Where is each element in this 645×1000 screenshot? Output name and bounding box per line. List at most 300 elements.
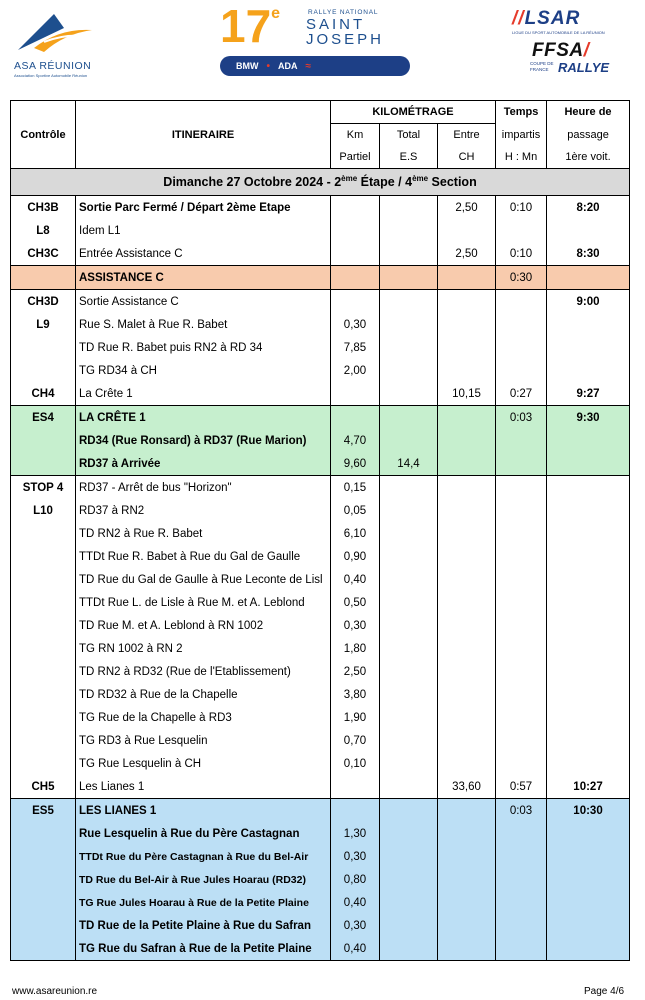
table-row [11,545,630,568]
cell-km [331,219,380,242]
cell-entre [438,452,496,476]
cell-itin: TD Rue M. et A. Leblond à RN 1002 [76,614,331,637]
cell-entre [438,822,496,845]
cell-km: 0,40 [331,937,380,961]
cell-heure [547,266,630,290]
col-header-kilometrage: KILOMÉTRAGE [331,101,496,124]
cell-km: 7,85 [331,336,380,359]
cell-ctrl [11,706,76,729]
cell-km: 6,10 [331,522,380,545]
cell-total [380,845,438,868]
cell-itin: LES LIANES 1 [76,799,331,823]
cell-ctrl: L10 [11,499,76,522]
itinerary-table [10,100,630,961]
cell-heure [547,845,630,868]
cell-ctrl [11,429,76,452]
cell-entre [438,637,496,660]
cell-ctrl [11,868,76,891]
page-header [0,0,645,90]
cell-itin: TG Rue Lesquelin à CH [76,752,331,775]
cell-itin: TD RN2 à RD32 (Rue de l'Etablissement) [76,660,331,683]
cell-temps: 0:57 [496,775,547,799]
cell-heure: 9:27 [547,382,630,406]
col-header-entre-2: CH [438,146,496,169]
cell-ctrl: ES4 [11,406,76,430]
cell-ctrl [11,822,76,845]
cell-ctrl: CH3C [11,242,76,266]
cell-km: 0,80 [331,868,380,891]
col-header-total-1: Total [380,124,438,147]
cell-temps [496,937,547,961]
cell-heure [547,683,630,706]
cell-itin: TG Rue de la Chapelle à RD3 [76,706,331,729]
cell-entre [438,845,496,868]
cell-temps [496,476,547,500]
cell-temps [496,452,547,476]
cell-heure [547,336,630,359]
ffsa-wordmark: FFSA/ [532,40,590,61]
table-row [11,359,630,382]
col-header-total-2: E.S [380,146,438,169]
cell-km [331,799,380,823]
table-row [11,429,630,452]
cell-heure [547,568,630,591]
cell-km: 0,30 [331,845,380,868]
cell-total [380,313,438,336]
cell-total [380,290,438,314]
table-row [11,591,630,614]
asa-name: ASA RÉUNION [14,60,92,72]
cell-temps [496,591,547,614]
cell-itin: TD Rue du Gal de Gaulle à Rue Leconte de Lisl [76,568,331,591]
cell-heure [547,914,630,937]
cell-total [380,937,438,961]
cell-entre [438,591,496,614]
cell-itin: ASSISTANCE C [76,266,331,290]
cell-heure [547,522,630,545]
cell-ctrl: CH3B [11,196,76,220]
cell-temps: 0:10 [496,242,547,266]
table-row [11,242,630,266]
cell-heure [547,429,630,452]
cell-temps: 0:30 [496,266,547,290]
cell-ctrl [11,545,76,568]
cell-entre: 10,15 [438,382,496,406]
lsar-logo [512,8,622,38]
cell-ctrl [11,591,76,614]
cell-total [380,522,438,545]
table-row [11,406,630,430]
table-row [11,637,630,660]
table-row [11,845,630,868]
cell-itin: Les Lianes 1 [76,775,331,799]
table-row [11,868,630,891]
cell-heure [547,637,630,660]
cell-ctrl: CH5 [11,775,76,799]
cell-temps [496,868,547,891]
cell-heure [547,591,630,614]
cell-ctrl [11,937,76,961]
cell-entre [438,914,496,937]
cell-itin: TG RD3 à Rue Lesquelin [76,729,331,752]
cell-temps [496,614,547,637]
cell-km [331,242,380,266]
cell-total [380,591,438,614]
cell-total [380,266,438,290]
cell-itin: LA CRÊTE 1 [76,406,331,430]
cell-temps [496,568,547,591]
cell-itin: Sortie Assistance C [76,290,331,314]
cell-heure [547,660,630,683]
cell-entre [438,313,496,336]
asa-subtitle: Association Sportive Automobile Réunion [14,73,88,78]
cell-entre [438,937,496,961]
asa-reunion-logo [12,8,112,78]
cell-entre [438,683,496,706]
cell-temps [496,914,547,937]
cell-ctrl: ES5 [11,799,76,823]
rally-title-1: SAINT [306,16,366,33]
cell-ctrl [11,614,76,637]
cell-heure [547,614,630,637]
cell-ctrl [11,522,76,545]
cell-total [380,219,438,242]
cell-ctrl [11,568,76,591]
cell-entre [438,476,496,500]
cell-total [380,891,438,914]
table-row [11,196,630,220]
cell-heure [547,452,630,476]
cell-heure [547,822,630,845]
cell-km: 0,15 [331,476,380,500]
cell-temps [496,359,547,382]
cell-temps [496,660,547,683]
cell-ctrl [11,637,76,660]
table-row [11,568,630,591]
cell-km: 2,50 [331,660,380,683]
table-row [11,706,630,729]
cell-km: 0,30 [331,614,380,637]
cell-ctrl: L9 [11,313,76,336]
cell-temps [496,219,547,242]
cell-entre: 2,50 [438,242,496,266]
cell-heure [547,868,630,891]
ada-sponsor: ADA [278,61,298,71]
cell-entre [438,406,496,430]
cell-ctrl [11,891,76,914]
cell-itin: TD Rue du Bel-Air à Rue Jules Hoarau (RD32) [76,868,331,891]
cell-itin: RD37 à Arrivée [76,452,331,476]
table-row [11,476,630,500]
cell-itin: TD Rue de la Petite Plaine à Rue du Safran [76,914,331,937]
lsar-subtitle: LIGUE DU SPORT AUTOMOBILE DE LA RÉUNION [512,30,605,35]
asa-swoosh-icon [14,8,94,58]
table-row [11,266,630,290]
cell-km: 0,10 [331,752,380,775]
cell-entre [438,499,496,522]
cell-itin: Idem L1 [76,219,331,242]
cell-km: 0,05 [331,499,380,522]
table-row [11,683,630,706]
col-header-km-1: Km [331,124,380,147]
cell-km [331,775,380,799]
table-row [11,752,630,775]
cell-heure [547,891,630,914]
cell-km: 9,60 [331,452,380,476]
cell-km: 2,00 [331,359,380,382]
cell-total [380,499,438,522]
cell-temps: 0:27 [496,382,547,406]
table-row [11,660,630,683]
cell-heure: 8:30 [547,242,630,266]
cell-total [380,429,438,452]
cell-heure: 10:27 [547,775,630,799]
cell-km: 3,80 [331,683,380,706]
cell-entre [438,219,496,242]
rally-national-label: RALLYE NATIONAL [308,9,379,16]
col-header-temps-2: impartis [496,124,547,147]
cell-ctrl [11,752,76,775]
cell-km: 1,90 [331,706,380,729]
cell-itin: TTDt Rue L. de Lisle à Rue M. et A. Leblond [76,591,331,614]
cell-entre [438,266,496,290]
cell-entre [438,359,496,382]
cell-itin: TG Rue du Safran à Rue de la Petite Plaine [76,937,331,961]
cell-itin: TD RN2 à Rue R. Babet [76,522,331,545]
cell-entre: 33,60 [438,775,496,799]
cell-itin: RD37 à RN2 [76,499,331,522]
cell-total [380,545,438,568]
cell-total [380,868,438,891]
table-row [11,914,630,937]
cell-entre [438,545,496,568]
col-header-itineraire: ITINERAIRE [76,101,331,169]
cell-ctrl [11,266,76,290]
ffsa-cup-label: COUPE DE FRANCE [530,61,554,72]
footer-page-number: Page 4/6 [584,986,625,997]
cell-temps [496,891,547,914]
cell-temps: 0:03 [496,799,547,823]
cell-km: 0,40 [331,568,380,591]
cell-heure [547,937,630,961]
table-row [11,891,630,914]
cell-temps [496,290,547,314]
ffsa-rallye-label: RALLYE [558,60,610,75]
col-header-km-2: Partiel [331,146,380,169]
col-header-heure-1: Heure de [547,101,630,124]
cell-heure: 9:00 [547,290,630,314]
cell-heure [547,359,630,382]
cell-total [380,822,438,845]
rallye-saint-joseph-logo [220,0,420,80]
cell-total [380,729,438,752]
cell-total [380,775,438,799]
cell-entre [438,752,496,775]
rally-title-2: JOSEPH [306,31,385,48]
cell-heure [547,476,630,500]
cell-ctrl [11,452,76,476]
rally-edition: 17e [220,0,281,52]
cell-entre [438,799,496,823]
cell-total [380,196,438,220]
cell-ctrl: L8 [11,219,76,242]
cell-total [380,568,438,591]
sponsor-bar [220,56,410,76]
cell-itin: Rue Lesquelin à Rue du Père Castagnan [76,822,331,845]
cell-heure [547,219,630,242]
cell-itin: La Crête 1 [76,382,331,406]
cell-temps [496,822,547,845]
cell-itin: RD37 - Arrêt de bus "Horizon" [76,476,331,500]
table-row [11,452,630,476]
cell-total [380,382,438,406]
cell-temps [496,729,547,752]
cell-heure [547,752,630,775]
dot-icon: • [266,60,271,72]
cell-km [331,290,380,314]
cell-itin: RD34 (Rue Ronsard) à RD37 (Rue Marion) [76,429,331,452]
cell-heure [547,729,630,752]
table-row [11,522,630,545]
cell-ctrl [11,729,76,752]
cell-entre [438,868,496,891]
cell-total [380,752,438,775]
cell-entre [438,522,496,545]
cell-temps [496,683,547,706]
table-row [11,822,630,845]
cell-km: 4,70 [331,429,380,452]
cell-itin: Rue S. Malet à Rue R. Babet [76,313,331,336]
col-header-controle: Contrôle [11,101,76,169]
col-header-entre-1: Entre [438,124,496,147]
cell-heure: 9:30 [547,406,630,430]
cell-total [380,336,438,359]
cell-total [380,476,438,500]
cell-total [380,637,438,660]
cell-itin: TG Rue Jules Hoarau à Rue de la Petite Plaine [76,891,331,914]
col-header-heure-2: passage [547,124,630,147]
cell-km [331,266,380,290]
cell-total [380,614,438,637]
footer-url: www.asareunion.re [12,986,98,997]
table-row [11,219,630,242]
cell-temps [496,752,547,775]
cell-entre [438,290,496,314]
lsar-wordmark: //LSAR [512,8,581,29]
cell-temps [496,499,547,522]
cell-km [331,382,380,406]
cell-temps: 0:10 [496,196,547,220]
cell-total: 14,4 [380,452,438,476]
cell-ctrl [11,336,76,359]
table-row [11,614,630,637]
cell-total [380,660,438,683]
table-row [11,775,630,799]
cell-ctrl [11,683,76,706]
cell-ctrl [11,914,76,937]
table-row [11,313,630,336]
cell-ctrl: STOP 4 [11,476,76,500]
cell-heure [547,499,630,522]
cell-temps [496,336,547,359]
cell-total [380,683,438,706]
cell-entre [438,429,496,452]
cell-entre [438,336,496,359]
table-row [11,799,630,823]
cell-km: 0,40 [331,891,380,914]
cell-total [380,799,438,823]
table-row [11,499,630,522]
cell-temps [496,706,547,729]
day-banner: Dimanche 27 Octobre 2024 - 2ème Étape / 4ème Section [11,169,630,196]
cell-itin: Sortie Parc Fermé / Départ 2ème Etape [76,196,331,220]
cell-ctrl: CH4 [11,382,76,406]
cell-heure: 10:30 [547,799,630,823]
cell-ctrl [11,660,76,683]
cell-temps [496,522,547,545]
cell-temps [496,637,547,660]
table-row [11,937,630,961]
cell-total [380,706,438,729]
col-header-temps-1: Temps [496,101,547,124]
col-header-heure-3: 1ère voit. [547,146,630,169]
cell-temps: 0:03 [496,406,547,430]
cell-total [380,359,438,382]
cell-ctrl [11,359,76,382]
cell-km: 0,30 [331,313,380,336]
cell-itin: TD RD32 à Rue de la Chapelle [76,683,331,706]
cell-heure [547,545,630,568]
cell-entre [438,706,496,729]
cell-entre [438,729,496,752]
cell-entre [438,891,496,914]
cell-km [331,406,380,430]
cell-km: 1,80 [331,637,380,660]
cell-ctrl: CH3D [11,290,76,314]
cell-km [331,196,380,220]
cell-itin: Entrée Assistance C [76,242,331,266]
cell-temps [496,845,547,868]
cell-km: 0,50 [331,591,380,614]
cell-entre [438,568,496,591]
ffsa-coupe-logo [530,40,625,80]
table-row [11,382,630,406]
table-row [11,290,630,314]
cell-temps [496,429,547,452]
cell-itin: TD Rue R. Babet puis RN2 à RD 34 [76,336,331,359]
cell-entre [438,614,496,637]
cell-itin: TTDt Rue R. Babet à Rue du Gal de Gaulle [76,545,331,568]
cell-km: 0,70 [331,729,380,752]
cell-itin: TG RN 1002 à RN 2 [76,637,331,660]
cell-temps [496,545,547,568]
table-row [11,729,630,752]
cell-heure [547,706,630,729]
cell-entre: 2,50 [438,196,496,220]
cell-km: 0,30 [331,914,380,937]
col-header-temps-3: H : Mn [496,146,547,169]
cell-ctrl [11,845,76,868]
cell-km: 1,30 [331,822,380,845]
cell-heure: 8:20 [547,196,630,220]
cell-km: 0,90 [331,545,380,568]
bmw-sponsor: BMW [236,61,259,71]
cell-heure [547,313,630,336]
table-row [11,336,630,359]
wave-icon: ≈ [305,60,312,72]
cell-total [380,242,438,266]
cell-itin: TG RD34 à CH [76,359,331,382]
